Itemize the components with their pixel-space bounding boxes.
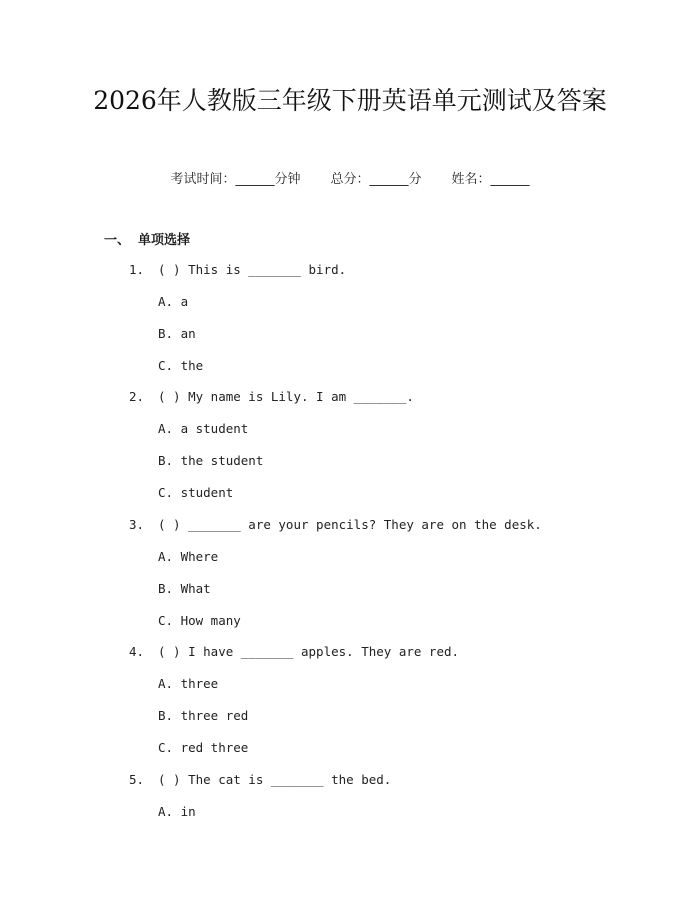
question-number: 4. (129, 644, 145, 659)
option-c: C. red three (158, 740, 249, 755)
question-text: ( ) The cat is _______ the bed. (158, 772, 392, 787)
question-number: 5. (129, 772, 145, 787)
option-b: B. an (158, 326, 196, 341)
option-a: A. a student (158, 421, 249, 436)
option-b: B. three red (158, 708, 249, 723)
option-b: B. the student (158, 453, 264, 468)
question-number: 3. (129, 517, 145, 532)
question-number: 2. (129, 389, 145, 404)
option-b: B. What (158, 581, 211, 596)
exam-meta (0, 168, 700, 187)
option-a: A. three (158, 676, 219, 691)
option-a: A. in (158, 804, 196, 819)
option-a: A. Where (158, 549, 219, 564)
exam-time-label: 考试时间：______分钟 (170, 172, 301, 187)
question-text: ( ) I have _______ apples. They are red. (158, 644, 460, 659)
total-score-label: 总分：______分 (330, 172, 422, 187)
question-text: ( ) _______ are your pencils? They are on the desk. (158, 517, 542, 532)
page-title: 2026年人教版三年级下册英语单元测试及答案 (93, 86, 607, 115)
student-name-label: 姓名：______ (451, 172, 530, 187)
question-text: ( ) My name is Lily. I am _______. (158, 389, 414, 404)
question-number: 1. (129, 262, 145, 277)
section-number: 一、 (104, 233, 131, 248)
option-a: A. a (158, 294, 189, 309)
option-c: C. student (158, 485, 234, 500)
section-heading (104, 229, 190, 248)
section-title: 单项选择 (138, 233, 191, 248)
option-c: C. How many (158, 613, 241, 628)
option-c: C. the (158, 358, 204, 373)
question-text: ( ) This is _______ bird. (158, 262, 347, 277)
